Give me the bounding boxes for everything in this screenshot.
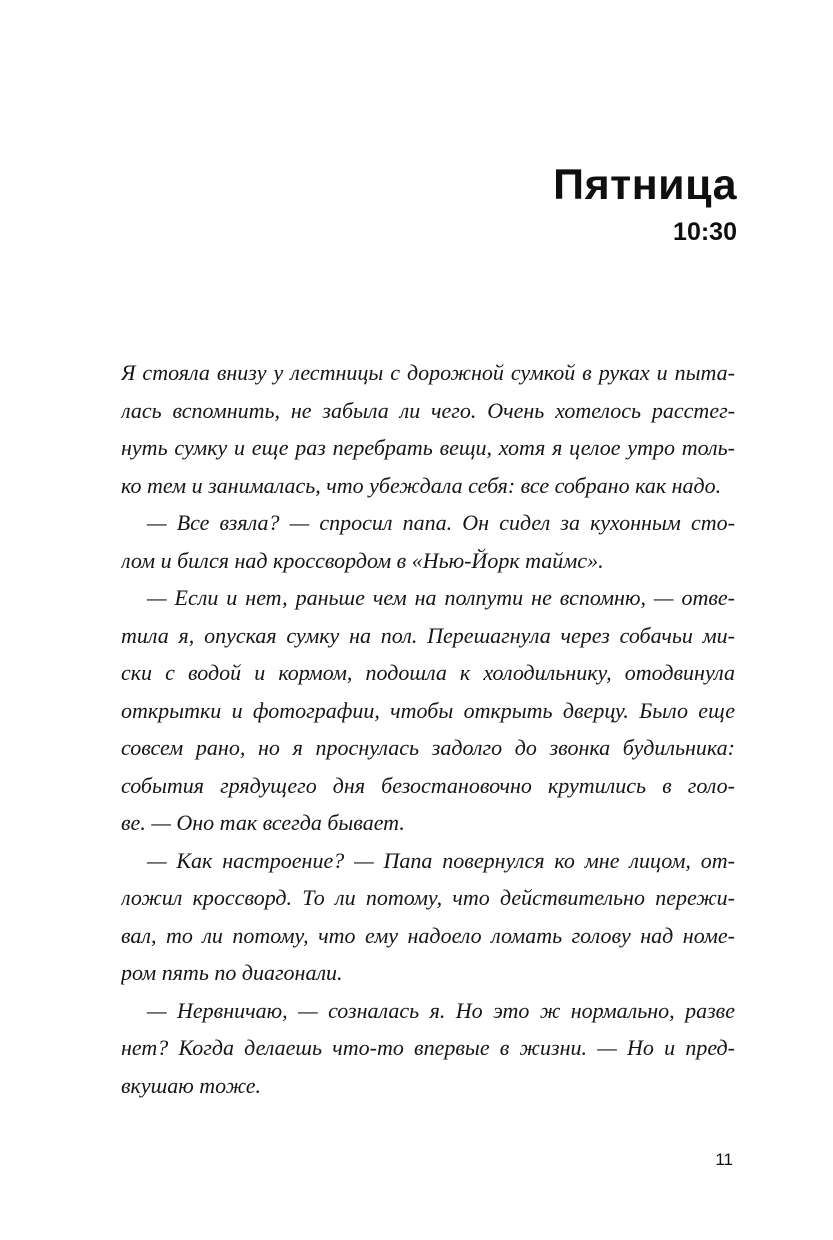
text-line: нуть сумку и еще раз перебрать вещи, хотя я целое утро толь- — [121, 435, 735, 460]
text-line: — Нервничаю, — созналась я. Но это ж нормально, разве — [147, 997, 735, 1023]
text-line: вкушаю тоже. — [121, 1072, 262, 1098]
text-line: — Как настроение? — Папа повернулся ко мне лицом, от- — [147, 847, 735, 873]
paragraph — [121, 504, 735, 579]
paragraph — [121, 992, 735, 1105]
body-text-block — [121, 354, 735, 1104]
text-line: ром пять по диагонали. — [121, 960, 343, 985]
page-number: 11 — [715, 1150, 733, 1169]
text-line: ве. — Оно так всегда бывает. — [121, 810, 405, 835]
paragraph — [121, 354, 735, 504]
text-line: события грядущего дня безостановочно крутились в голо- — [121, 772, 735, 798]
paragraph — [121, 842, 735, 992]
text-line: нет? Когда делаешь что-то впервые в жизни. — Но и пред- — [121, 1035, 735, 1060]
text-line: вал, то ли потому, что ему надоело ломать голову над номе- — [121, 922, 735, 948]
chapter-time: 10:30 — [673, 218, 737, 246]
text-line: — Все взяла? — спросил папа. Он сидел за кухонным сто- — [147, 510, 735, 535]
text-line: тила я, опуская сумку на пол. Перешагнула через собачьи ми- — [121, 622, 735, 648]
text-line: лом и бился над кроссвордом в «Нью-Йорк таймс». — [121, 547, 604, 573]
text-line: лась вспомнить, не забыла ли чего. Очень хотелось расстег- — [121, 397, 735, 423]
paragraph — [121, 579, 735, 842]
chapter-title: Пятница — [553, 161, 737, 209]
text-line: ко тем и занималась, что убеждала себя: все собрано как надо. — [121, 472, 722, 498]
text-line: совсем рано, но я проснулась задолго до звонка будильника: — [121, 735, 735, 760]
text-line: — Если и нет, раньше чем на полпути не вспомню, — отве- — [147, 585, 735, 610]
text-line: Я стояла внизу у лестницы с дорожной сумкой в руках и пыта- — [121, 360, 735, 385]
text-line: ложил кроссворд. То ли потому, что действительно пережи- — [121, 885, 735, 910]
text-line: ски с водой и кормом, подошла к холодильнику, отодвинула — [121, 660, 735, 685]
text-line: открытки и фотографии, чтобы открыть дверцу. Было еще — [121, 697, 735, 723]
